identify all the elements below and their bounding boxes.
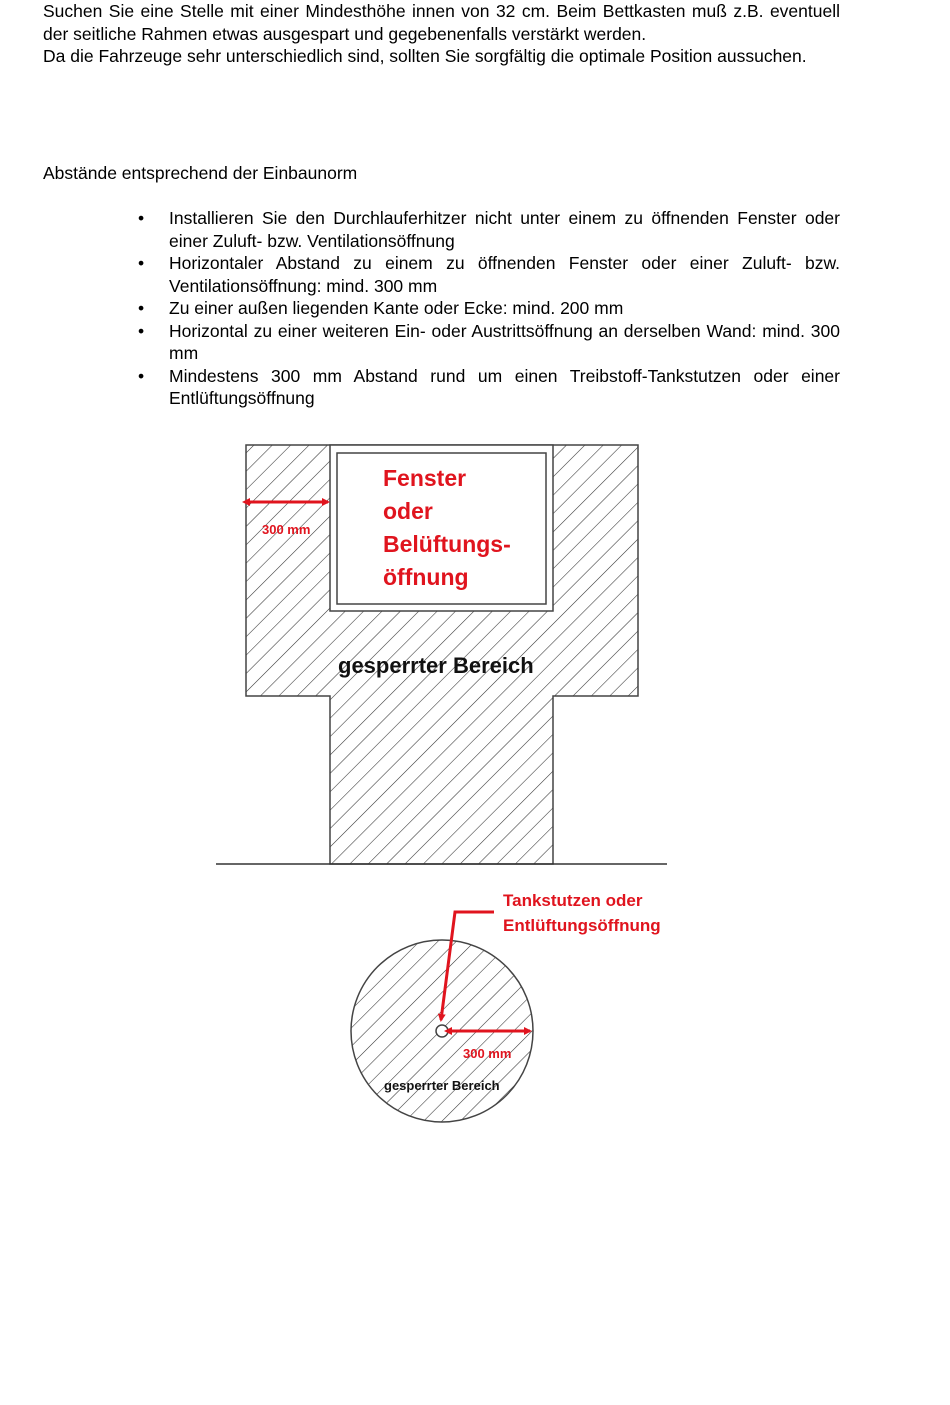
list-item: • Horizontal zu einer weiteren Ein- oder Austrittsöffnung an derselben Wand: mind. 300 mm [138, 320, 840, 363]
window-diagram [216, 445, 667, 864]
bullet-icon: • [138, 365, 145, 386]
list-item: • Installieren Sie den Durchlauferhitzer nicht unter einem zu öffnenden Fenster oder einer Zuluft- bzw. Ventilationsöffnung [138, 208, 840, 251]
window-label: Fenster oder Belüftungs- öffnung [383, 465, 511, 590]
intro-paragraph-2: Da die Fahrzeuge sehr unterschiedlich sind, sollten Sie sorgfältig die optimale Position aussuchen. [43, 46, 807, 66]
pointer-label: Tankstutzen oder Entlüftungsöffnung [503, 891, 661, 935]
distance-label: 300 mm [463, 1046, 512, 1061]
distance-label: 300 mm [262, 522, 311, 537]
bullet-icon: • [138, 208, 145, 228]
restricted-area-label: gesperrter Bereich [338, 653, 534, 678]
list-item: • Zu einer außen liegenden Kante oder Ecke: mind. 200 mm [138, 298, 624, 318]
intro-paragraph-1: Suchen Sie eine Stelle mit einer Mindesthöhe innen von 32 cm. Beim Bettkasten muß z.B. eventuell der seitliche Rahmen etwas ausgespart und gegebenenfalls verstärkt werden. [43, 1, 840, 44]
bullet-icon: • [138, 298, 145, 318]
filler-diagram [351, 891, 661, 1122]
restricted-area-label: gesperrter Bereich [384, 1078, 500, 1093]
bullet-icon: • [138, 320, 145, 341]
list-item: • Mindestens 300 mm Abstand rund um einen Treibstoff-Tankstutzen oder einer Entlüftungsöffnung [138, 365, 840, 408]
bullet-icon: • [138, 253, 145, 273]
filler-opening [436, 1025, 448, 1037]
section-heading: Abstände entsprechend der Einbaunorm [43, 163, 358, 183]
list-item: • Horizontaler Abstand zu einem zu öffnenden Fenster oder einer Zuluft- bzw. Ventilationsöffnung: mind. 300 mm [138, 253, 840, 296]
